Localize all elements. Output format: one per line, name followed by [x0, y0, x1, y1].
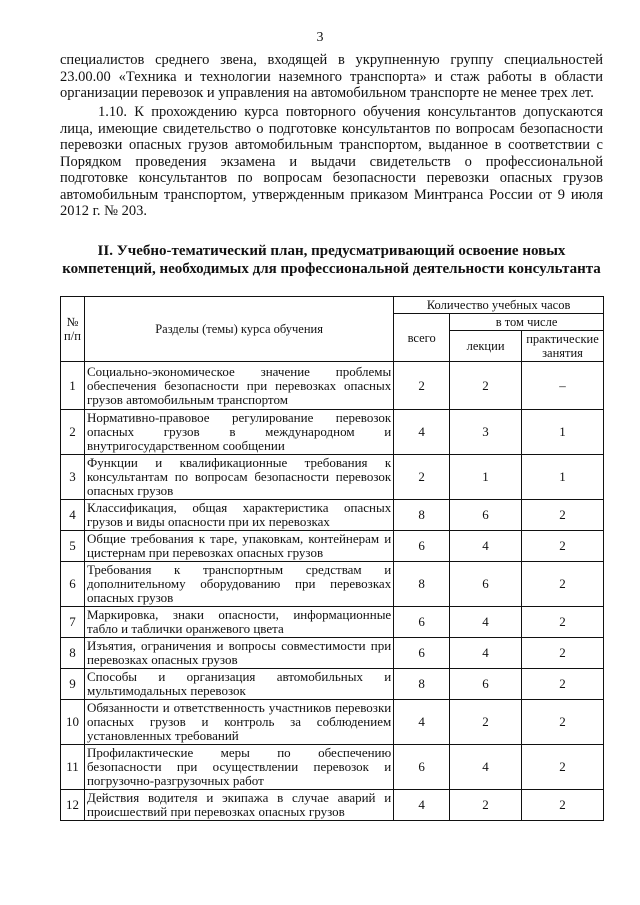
row-practical-hours: 2	[521, 607, 603, 638]
row-practical-hours: –	[521, 362, 603, 410]
row-practical-hours: 2	[521, 790, 603, 821]
row-topic: Маркировка, знаки опасности, информационные табло и таблички оранжевого цвета	[84, 607, 393, 638]
row-number: 9	[61, 669, 85, 700]
row-topic: Действия водителя и экипажа в случае аварий и происшествий при перевозках опасных грузов	[84, 790, 393, 821]
row-total-hours: 6	[394, 607, 450, 638]
row-total-hours: 4	[394, 700, 450, 745]
table-row	[61, 607, 604, 638]
header-lectures: лекции	[450, 331, 522, 362]
row-total-hours: 6	[394, 638, 450, 669]
row-topic: Требования к транспортным средствам и дополнительному оборудованию при перевозках опасных грузов	[84, 562, 393, 607]
row-number: 5	[61, 531, 85, 562]
row-number: 4	[61, 500, 85, 531]
table-row	[61, 669, 604, 700]
table-row	[61, 700, 604, 745]
row-practical-hours: 1	[521, 410, 603, 455]
row-practical-hours: 1	[521, 455, 603, 500]
row-total-hours: 2	[394, 455, 450, 500]
table-row	[61, 790, 604, 821]
row-number: 10	[61, 700, 85, 745]
header-total: всего	[394, 314, 450, 362]
row-practical-hours: 2	[521, 500, 603, 531]
table-row	[61, 410, 604, 455]
row-lecture-hours: 2	[450, 790, 522, 821]
row-practical-hours: 2	[521, 745, 603, 790]
row-total-hours: 2	[394, 362, 450, 410]
row-topic: Общие требования к таре, упаковкам, контейнерам и цистернам при перевозках опасных грузов	[84, 531, 393, 562]
table-header	[61, 297, 604, 362]
table-row	[61, 531, 604, 562]
row-number: 1	[61, 362, 85, 410]
row-practical-hours: 2	[521, 700, 603, 745]
header-practical: практические занятия	[521, 331, 603, 362]
header-including: в том числе	[450, 314, 604, 331]
row-number: 8	[61, 638, 85, 669]
row-practical-hours: 2	[521, 669, 603, 700]
row-topic: Социально-экономическое значение проблемы обеспечения безопасности при перевозках опасных грузов автомобильным транспортом	[84, 362, 393, 410]
row-topic: Изъятия, ограничения и вопросы совместимости при перевозках опасных грузов	[84, 638, 393, 669]
row-total-hours: 4	[394, 790, 450, 821]
table-row	[61, 562, 604, 607]
row-number: 2	[61, 410, 85, 455]
section-title: II. Учебно-тематический план, предусматривающий освоение новых компетенций, необходимых для профессиональной деятельности консультанта	[62, 243, 601, 277]
row-number: 3	[61, 455, 85, 500]
row-topic: Обязанности и ответственность участников перевозки опасных грузов и контроль за соблюдением установленных требований	[84, 700, 393, 745]
row-lecture-hours: 2	[450, 362, 522, 410]
row-practical-hours: 2	[521, 638, 603, 669]
header-topic: Разделы (темы) курса обучения	[84, 297, 393, 362]
table-row	[61, 362, 604, 410]
row-topic: Классификация, общая характеристика опасных грузов и виды опасности при их перевозках	[84, 500, 393, 531]
row-number: 11	[61, 745, 85, 790]
row-lecture-hours: 1	[450, 455, 522, 500]
table-body	[61, 362, 604, 821]
row-practical-hours: 2	[521, 562, 603, 607]
row-number: 6	[61, 562, 85, 607]
row-number: 7	[61, 607, 85, 638]
row-total-hours: 8	[394, 669, 450, 700]
row-total-hours: 8	[394, 562, 450, 607]
row-lecture-hours: 6	[450, 500, 522, 531]
curriculum-table	[60, 296, 604, 821]
paragraph-continuation	[60, 52, 603, 102]
row-lecture-hours: 6	[450, 669, 522, 700]
table-row	[61, 500, 604, 531]
table-row	[61, 638, 604, 669]
row-total-hours: 6	[394, 745, 450, 790]
row-total-hours: 6	[394, 531, 450, 562]
row-total-hours: 8	[394, 500, 450, 531]
row-practical-hours: 2	[521, 531, 603, 562]
row-topic: Способы и организация автомобильных и мультимодальных перевозок	[84, 669, 393, 700]
row-number: 12	[61, 790, 85, 821]
row-lecture-hours: 4	[450, 745, 522, 790]
row-lecture-hours: 3	[450, 410, 522, 455]
row-lecture-hours: 4	[450, 531, 522, 562]
row-topic: Профилактические меры по обеспечению безопасности при осуществлении перевозок и погрузочно-разгрузочных работ	[84, 745, 393, 790]
row-lecture-hours: 4	[450, 607, 522, 638]
paragraph-1-10	[60, 104, 603, 220]
row-topic: Функции и квалификационные требования к консультантам по вопросам безопасности перевозок опасных грузов	[84, 455, 393, 500]
paragraph-text: специалистов среднего звена, входящей в укрупненную группу специальностей 23.00.00 «Техника и технологии наземного транспорта» и стаж работы в области организации перевозок и управления на автомобильном транспорте не менее трех лет.	[60, 52, 603, 101]
header-hours: Количество учебных часов	[394, 297, 604, 314]
page-number: 3	[316, 30, 324, 45]
paragraph-text: 1.10. К прохождению курса повторного обучения консультантов допускаются лица, имеющие свидетельство о подготовке консультантов по вопросам безопасности перевозки опасных грузов автомобильным транспортом, выданное в соответствии с Порядком проведения экзамена и выдачи свидетельств о профессиональной подготовке консультантов по вопросам безопасности перевозки опасных грузов автомобильным транспортом, утвержденным приказом Минтранса России от 9 июля 2012 г. № 203.	[60, 104, 603, 219]
header-num: № п/п	[61, 297, 85, 362]
row-topic: Нормативно-правовое регулирование перевозок опасных грузов в международном и внутригосударственном сообщении	[84, 410, 393, 455]
row-lecture-hours: 2	[450, 700, 522, 745]
row-lecture-hours: 4	[450, 638, 522, 669]
row-total-hours: 4	[394, 410, 450, 455]
row-lecture-hours: 6	[450, 562, 522, 607]
table-row	[61, 745, 604, 790]
table-row	[61, 455, 604, 500]
